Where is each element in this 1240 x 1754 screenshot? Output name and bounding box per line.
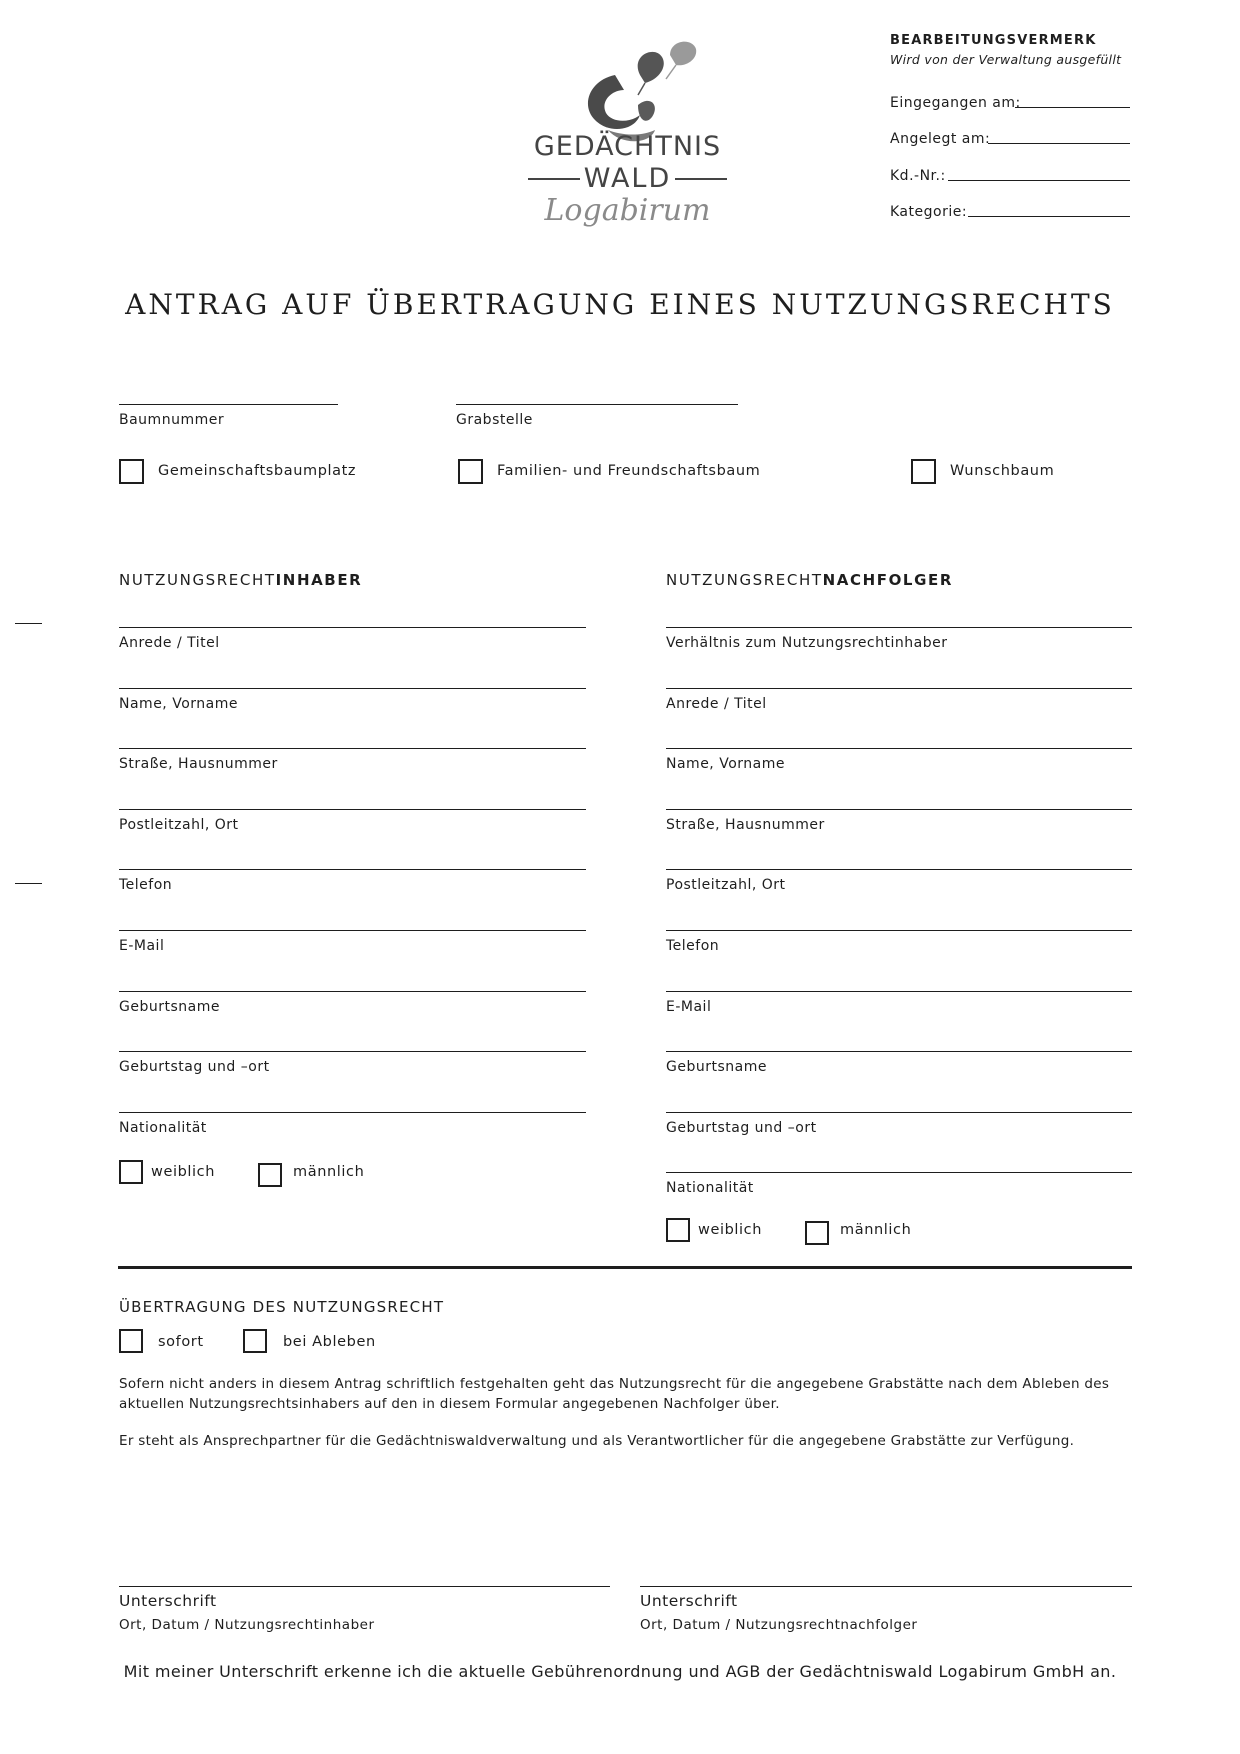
- admin-field-created-label: Angelegt am:: [890, 131, 991, 147]
- successor-field-label: Geburtstag und –ort: [666, 1119, 817, 1136]
- holder-female-label: weiblich: [151, 1164, 216, 1180]
- successor-field-label: Anrede / Titel: [666, 695, 767, 712]
- tree-type-family-label: Familien- und Freundschaftsbaum: [497, 463, 761, 479]
- successor-field-line[interactable]: [666, 1172, 1132, 1173]
- holder-field-line[interactable]: [119, 930, 586, 931]
- holder-field-line[interactable]: [119, 748, 586, 749]
- successor-heading: NUTZUNGSRECHTNACHFOLGER: [666, 571, 953, 589]
- tree-type-wish-checkbox[interactable]: [911, 459, 936, 484]
- successor-field-line[interactable]: [666, 869, 1132, 870]
- fold-mark: [15, 883, 42, 884]
- successor-field-line[interactable]: [666, 688, 1132, 689]
- successor-field-label: Straße, Hausnummer: [666, 816, 825, 833]
- transfer-on-death-label: bei Ableben: [283, 1334, 376, 1350]
- successor-field-line[interactable]: [666, 1051, 1132, 1052]
- signature-successor-title: Unterschrift: [640, 1592, 738, 1610]
- admin-field-created-line[interactable]: [988, 143, 1130, 144]
- holder-field-line[interactable]: [119, 869, 586, 870]
- baumnummer-line[interactable]: [119, 404, 338, 405]
- logo: [520, 35, 735, 245]
- transfer-heading: ÜBERTRAGUNG DES NUTZUNGSRECHT: [119, 1298, 445, 1316]
- holder-field-line[interactable]: [119, 1051, 586, 1052]
- successor-male-label: männlich: [840, 1222, 912, 1238]
- successor-field-label: Geburtsname: [666, 1059, 767, 1076]
- admin-field-customer-no-label: Kd.-Nr.:: [890, 168, 946, 184]
- signature-holder-line[interactable]: [119, 1586, 610, 1587]
- successor-female-checkbox[interactable]: [666, 1218, 690, 1242]
- admin-box-title: BEARBEITUNGSVERMERK: [890, 33, 1097, 48]
- tree-type-community-checkbox[interactable]: [119, 459, 144, 484]
- transfer-on-death-checkbox[interactable]: [243, 1329, 267, 1353]
- successor-female-label: weiblich: [698, 1222, 763, 1238]
- successor-field-label: Verhältnis zum Nutzungsrechtinhaber: [666, 635, 948, 651]
- baumnummer-label: Baumnummer: [119, 412, 225, 428]
- holder-field-line[interactable]: [119, 688, 586, 689]
- holder-field-label: Straße, Hausnummer: [119, 756, 278, 773]
- holder-field-line[interactable]: [119, 809, 586, 810]
- successor-field-label: Name, Vorname: [666, 756, 785, 773]
- admin-field-customer-no-line[interactable]: [948, 180, 1130, 181]
- logo-line3: Logabirum: [544, 193, 711, 228]
- tree-type-community-label: Gemeinschaftsbaumplatz: [158, 463, 357, 479]
- successor-field-label: E-Mail: [666, 998, 712, 1015]
- transfer-paragraph-1: Sofern nicht anders in diesem Antrag schriftlich festgehalten geht das Nutzungsrecht für die angegebene Grabstätte nach dem Ableben des aktuellen Nutzungsrechtsinhabers auf den in diesem Formular angegebenen Nachfolger über.: [119, 1376, 1110, 1412]
- successor-field-line[interactable]: [666, 991, 1132, 992]
- successor-field-line[interactable]: [666, 1112, 1132, 1113]
- successor-field-line[interactable]: [666, 809, 1132, 810]
- successor-field-label: Postleitzahl, Ort: [666, 877, 786, 894]
- admin-field-received-line[interactable]: [1015, 107, 1130, 108]
- holder-field-label: Telefon: [119, 877, 173, 894]
- holder-field-label: Postleitzahl, Ort: [119, 816, 239, 833]
- holder-field-line[interactable]: [119, 991, 586, 992]
- logo-line2-wrap: [520, 163, 735, 193]
- holder-male-label: männlich: [293, 1164, 365, 1180]
- logo-line1: GEDÄCHTNIS: [533, 131, 722, 162]
- form-title: ANTRAG AUF ÜBERTRAGUNG EINES NUTZUNGSRECHTS: [125, 288, 1115, 321]
- admin-box-subtitle: Wird von der Verwaltung ausgefüllt: [890, 52, 1122, 67]
- transfer-immediate-checkbox[interactable]: [119, 1329, 143, 1353]
- successor-field-line[interactable]: [666, 748, 1132, 749]
- successor-field-label: Nationalität: [666, 1180, 754, 1197]
- holder-field-label: Nationalität: [119, 1119, 207, 1136]
- successor-male-checkbox[interactable]: [805, 1221, 829, 1245]
- holder-field-label: Anrede / Titel: [119, 635, 220, 651]
- holder-field-line[interactable]: [119, 1112, 586, 1113]
- transfer-immediate-label: sofort: [158, 1334, 204, 1350]
- signature-holder-title: Unterschrift: [119, 1592, 217, 1610]
- holder-field-label: Geburtsname: [119, 998, 220, 1015]
- section-divider: [118, 1266, 1132, 1269]
- admin-box: [890, 33, 1130, 67]
- footer-note: Mit meiner Unterschrift erkenne ich die aktuelle Gebührenordnung und AGB der Gedächtniswald Logabirum GmbH an.: [123, 1662, 1117, 1681]
- holder-field-label: Name, Vorname: [119, 695, 238, 712]
- grabstelle-line[interactable]: [456, 404, 738, 405]
- signature-holder-caption: Ort, Datum / Nutzungsrechtinhaber: [119, 1617, 375, 1633]
- admin-field-category-label: Kategorie:: [890, 204, 968, 220]
- tree-type-wish-label: Wunschbaum: [950, 463, 1055, 479]
- successor-field-line[interactable]: [666, 930, 1132, 931]
- successor-field-label: Telefon: [666, 938, 720, 954]
- admin-field-category-line[interactable]: [968, 216, 1130, 217]
- tree-type-family-checkbox[interactable]: [458, 459, 483, 484]
- successor-field-line[interactable]: [666, 627, 1132, 628]
- logo-line2: WALD: [583, 163, 672, 194]
- holder-female-checkbox[interactable]: [119, 1160, 143, 1184]
- holder-field-line[interactable]: [119, 627, 586, 628]
- transfer-paragraph-2: Er steht als Ansprechpartner für die Gedächtniswaldverwaltung und als Verantwortlicher für die angegebene Grabstätte zur Verfügung.: [119, 1433, 1075, 1449]
- grabstelle-label: Grabstelle: [456, 412, 533, 428]
- signature-successor-line[interactable]: [640, 1586, 1132, 1587]
- signature-successor-caption: Ort, Datum / Nutzungsrechtnachfolger: [640, 1617, 918, 1633]
- holder-male-checkbox[interactable]: [258, 1163, 282, 1187]
- admin-field-received-label: Eingegangen am:: [890, 95, 1021, 111]
- holder-heading: NUTZUNGSRECHTINHABER: [119, 571, 363, 589]
- holder-field-label: Geburtstag und –ort: [119, 1059, 270, 1076]
- holder-field-label: E-Mail: [119, 938, 165, 954]
- fold-mark: [15, 623, 42, 624]
